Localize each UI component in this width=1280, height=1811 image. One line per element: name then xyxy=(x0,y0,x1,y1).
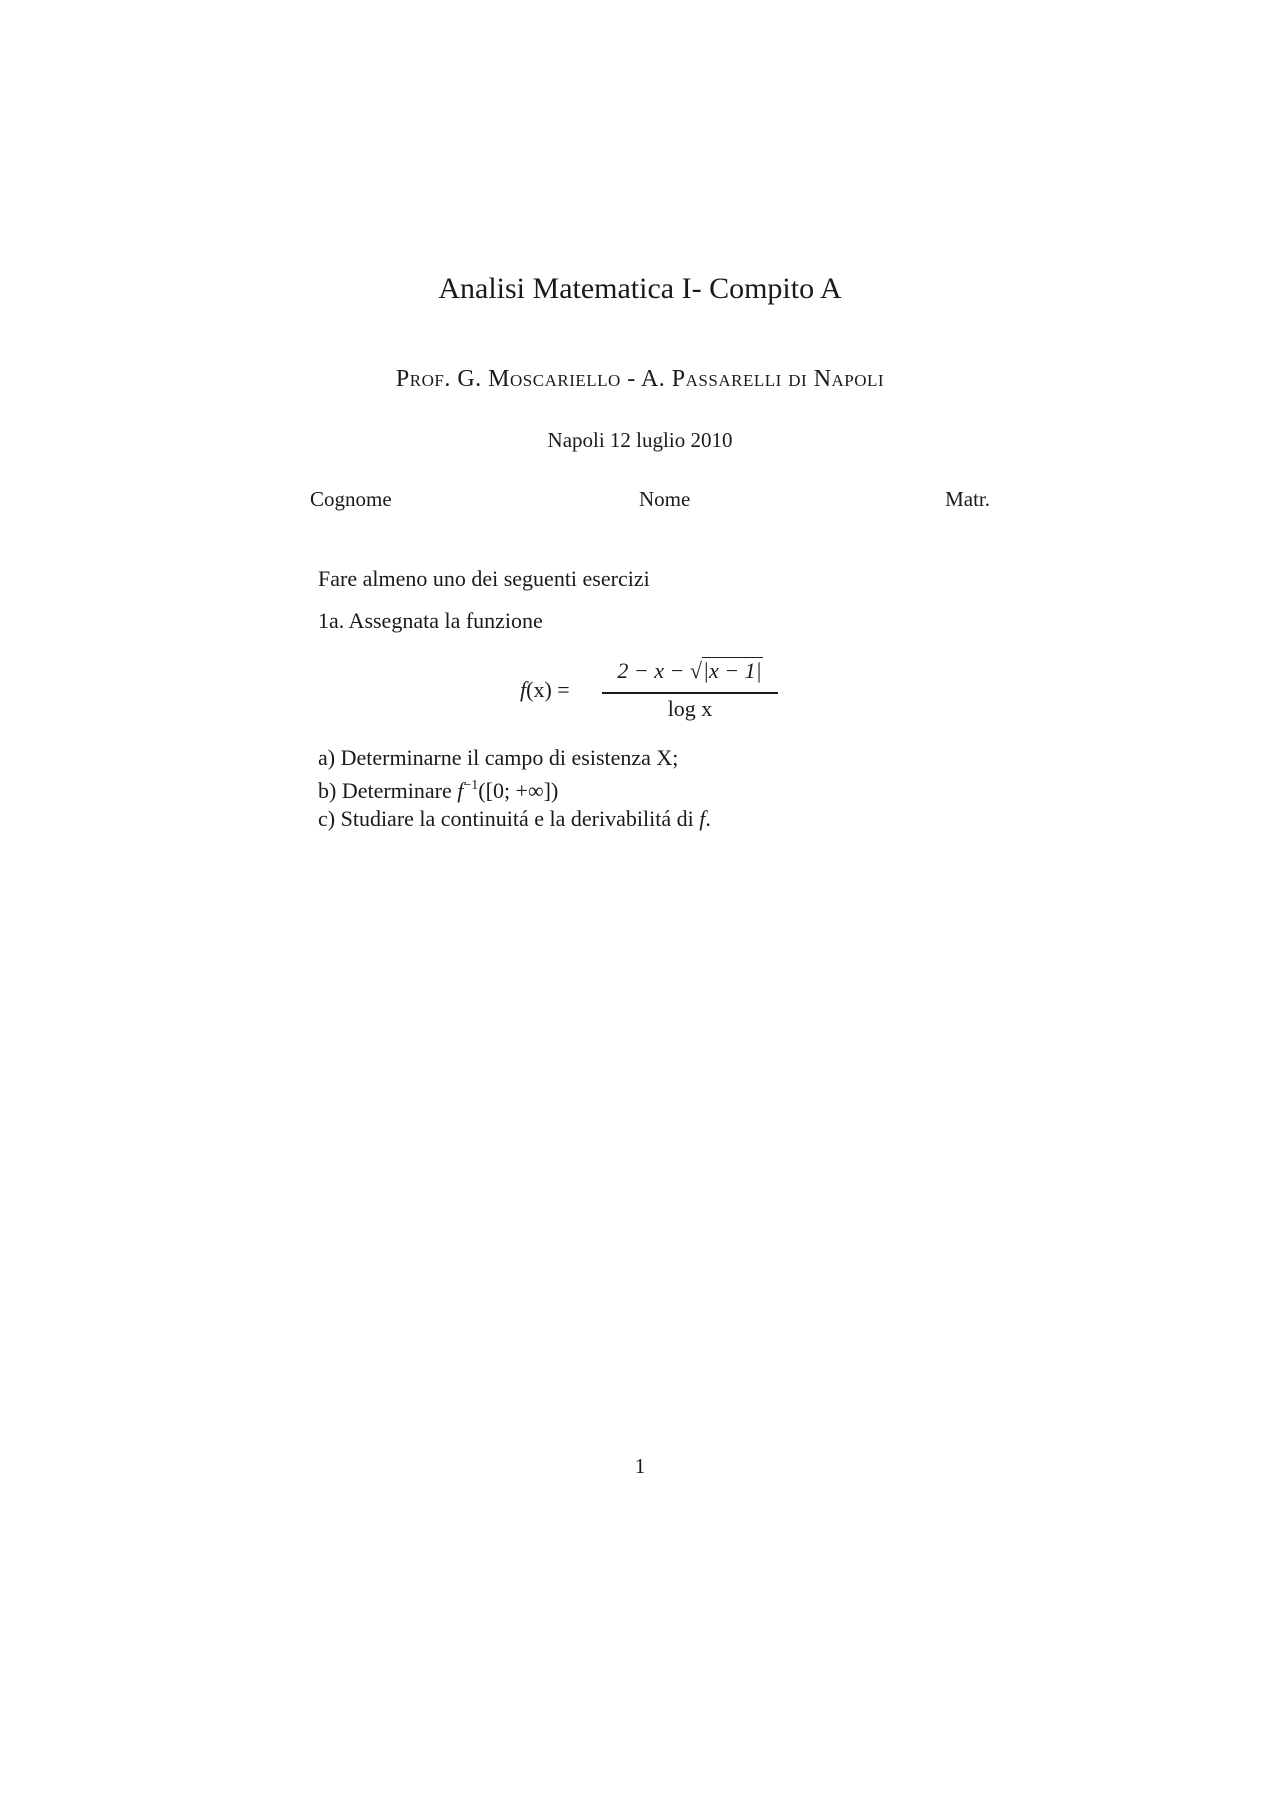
formula-denominator: log x xyxy=(667,696,713,721)
function-formula xyxy=(520,656,780,728)
date-line: Napoli 12 luglio 2010 xyxy=(547,428,733,452)
formula-numerator xyxy=(602,658,778,684)
fraction-bar xyxy=(602,692,778,694)
item-c-func: f xyxy=(699,806,706,831)
cognome-field: Cognome xyxy=(310,487,392,511)
instructions: Fare almeno uno dei seguenti esercizi xyxy=(318,566,650,591)
formula-lhs-arg: (x) = xyxy=(526,677,570,702)
formula-lhs xyxy=(520,677,570,703)
item-b-func: f xyxy=(457,778,464,803)
exercise-heading: 1a. Assegnata la funzione xyxy=(318,608,543,633)
numerator-left: 2 − x − xyxy=(617,658,690,683)
item-b-sup: −1 xyxy=(463,778,479,793)
radicand: |x − 1| xyxy=(702,658,762,683)
item-b-prefix: b) Determinare xyxy=(318,778,458,803)
item-b-suffix: ([0; +∞]) xyxy=(478,778,559,803)
formula-lhs-func: f xyxy=(520,677,527,702)
page-number: 1 xyxy=(634,1454,646,1478)
formula-fraction xyxy=(602,656,778,728)
square-root xyxy=(690,658,763,684)
list-item-b xyxy=(318,772,711,805)
authors-line: Prof. G. Moscariello - A. Passarelli di Napoli xyxy=(395,366,885,392)
nome-field: Nome xyxy=(639,487,691,511)
exercise-items xyxy=(318,744,711,833)
matr-field: Matr. xyxy=(945,487,990,511)
list-item-a xyxy=(318,744,711,772)
list-item-c xyxy=(318,805,711,833)
item-c-suffix: . xyxy=(705,806,711,831)
item-c-prefix: c) Studiare la continuitá e la derivabilitá di xyxy=(318,806,700,831)
radical-sign: √ xyxy=(689,658,702,683)
item-a-text: a) Determinarne il campo di esistenza X; xyxy=(318,745,679,770)
page-title: Analisi Matematica I- Compito A xyxy=(438,272,842,305)
